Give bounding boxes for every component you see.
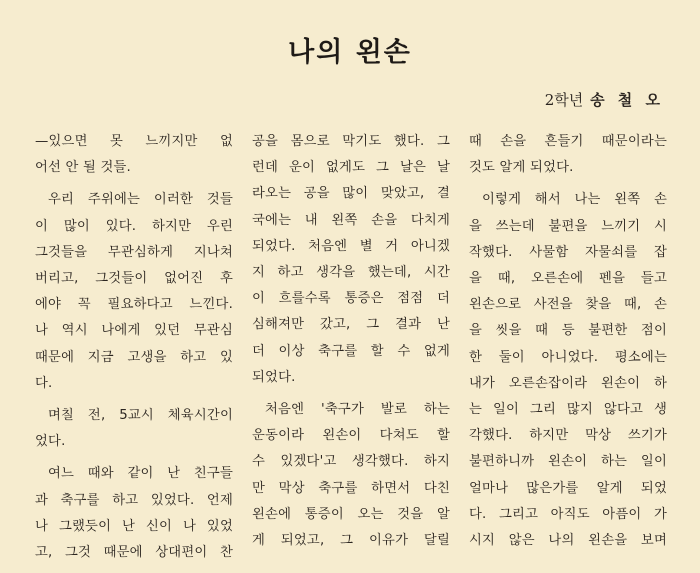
author-grade: 2학년 xyxy=(544,91,584,109)
text-line: 때문에 지금 고생을 하고 있 xyxy=(35,349,233,365)
text-line: 왼손에 통증이 오는 것을 알 xyxy=(252,506,450,522)
text-line: 우리 주위에는 이러한 것들 xyxy=(48,192,233,208)
text-line: 것도 알게 되었다. xyxy=(469,160,574,176)
text-line: 여느 때와 같이 난 친구들 xyxy=(48,466,233,482)
text-line: 라오는 공을 많이 맞았고, 결 xyxy=(252,186,450,202)
text-line: 버리고, 그것들이 없어진 후 xyxy=(35,271,233,287)
text-line: 작했다. 사물함 자물쇠를 잡 xyxy=(469,244,667,260)
text-line: 이 많이 있다. 하지만 우린 xyxy=(35,218,233,234)
paragraph xyxy=(35,461,233,566)
text-line: 이렇게 해서 나는 왼쪽 손 xyxy=(482,192,667,208)
text-line: 나 그랬듯이 난 신이 나 있었 xyxy=(35,518,233,534)
text-line: 나 역시 나에게 있던 무관심 xyxy=(35,323,233,339)
text-line: 다. xyxy=(35,375,53,391)
text-line: 각했다. 하지만 막상 쓰기가 xyxy=(469,428,667,444)
author-byline xyxy=(545,89,664,110)
text-line: 심해져만 갔고, 그 결과 난 xyxy=(252,317,450,333)
text-column-2 xyxy=(252,129,450,554)
text-line: 시지 않은 나의 왼손을 보며 xyxy=(469,533,667,549)
text-line: 되었다. xyxy=(252,369,296,385)
text-line: 었다. xyxy=(35,434,66,450)
page-title: 나의 왼손 xyxy=(288,37,412,68)
paragraph xyxy=(469,129,667,181)
text-column-3 xyxy=(469,129,667,554)
text-line: 는 일이 그리 많지 않다고 생 xyxy=(469,402,667,418)
paragraph xyxy=(252,397,450,554)
text-line: 얼마나 많은가를 알게 되었 xyxy=(469,480,667,496)
text-line: 을 때, 오른손에 펜을 들고 xyxy=(469,271,667,287)
text-line: —있으면 못 느끼지만 없 xyxy=(35,134,233,149)
text-line: 다. 그리고 아직도 아픔이 가 xyxy=(469,506,667,522)
paragraph xyxy=(35,403,233,455)
text-line: 고, 그것 때문에 상대편이 찬 xyxy=(35,545,233,561)
text-line: 왼손으로 사전을 찾을 때, 손 xyxy=(469,297,667,313)
text-line: 며칠 전, 5교시 체육시간이 xyxy=(48,408,233,424)
text-line: 과 축구를 하고 있었다. 언제 xyxy=(35,492,233,508)
text-line: 에야 꼭 필요하다고 느낀다. xyxy=(35,297,233,313)
text-line: 만 막상 축구를 하면서 다친 xyxy=(252,480,450,496)
text-line: 공을 몸으로 막기도 했다. 그 xyxy=(252,134,450,149)
paragraph xyxy=(35,187,233,397)
text-line: 지 하고 생각을 했는데, 시간 xyxy=(252,265,450,281)
text-line: 을 씻을 때 등 불편한 점이 xyxy=(469,323,667,339)
text-line: 한 둘이 아니었다. 평소에는 xyxy=(469,349,667,365)
text-line: 이 흐를수록 통증은 점점 더 xyxy=(252,291,450,307)
paragraph xyxy=(252,129,450,391)
text-line: 을 쓰는데 불편을 느끼기 시 xyxy=(469,218,667,234)
text-line: 어선 안 될 것들. xyxy=(35,160,131,176)
text-line: 국에는 내 왼쪽 손을 다치게 xyxy=(252,212,450,228)
text-line: 수 있겠다'고 생각했다. 하지 xyxy=(252,454,450,470)
text-line: 그것들을 무관심하게 지나쳐 xyxy=(35,244,233,260)
text-line: 런데 운이 없게도 그 날은 날 xyxy=(252,160,450,176)
text-line: 더 이상 축구를 할 수 없게 xyxy=(252,343,450,359)
text-line: 게 되었고, 그 이유가 달릴 xyxy=(252,533,450,549)
text-line: 때 손을 흔들기 때문이라는 xyxy=(469,134,667,149)
text-line: 처음엔 '축구가 발로 하는 xyxy=(265,402,450,418)
text-line: 내가 오른손잡이라 왼손이 하 xyxy=(469,375,667,391)
text-line: 불편하니까 왼손이 하는 일이 xyxy=(469,454,667,470)
paragraph xyxy=(35,129,233,181)
author-name: 송 철 오 xyxy=(590,91,664,109)
text-line: 되었다. 처음엔 별 거 아니겠 xyxy=(252,238,450,254)
text-line: 운동이라 왼손이 다쳐도 할 xyxy=(252,428,450,444)
text-column-1 xyxy=(35,129,233,566)
paragraph xyxy=(469,187,667,554)
